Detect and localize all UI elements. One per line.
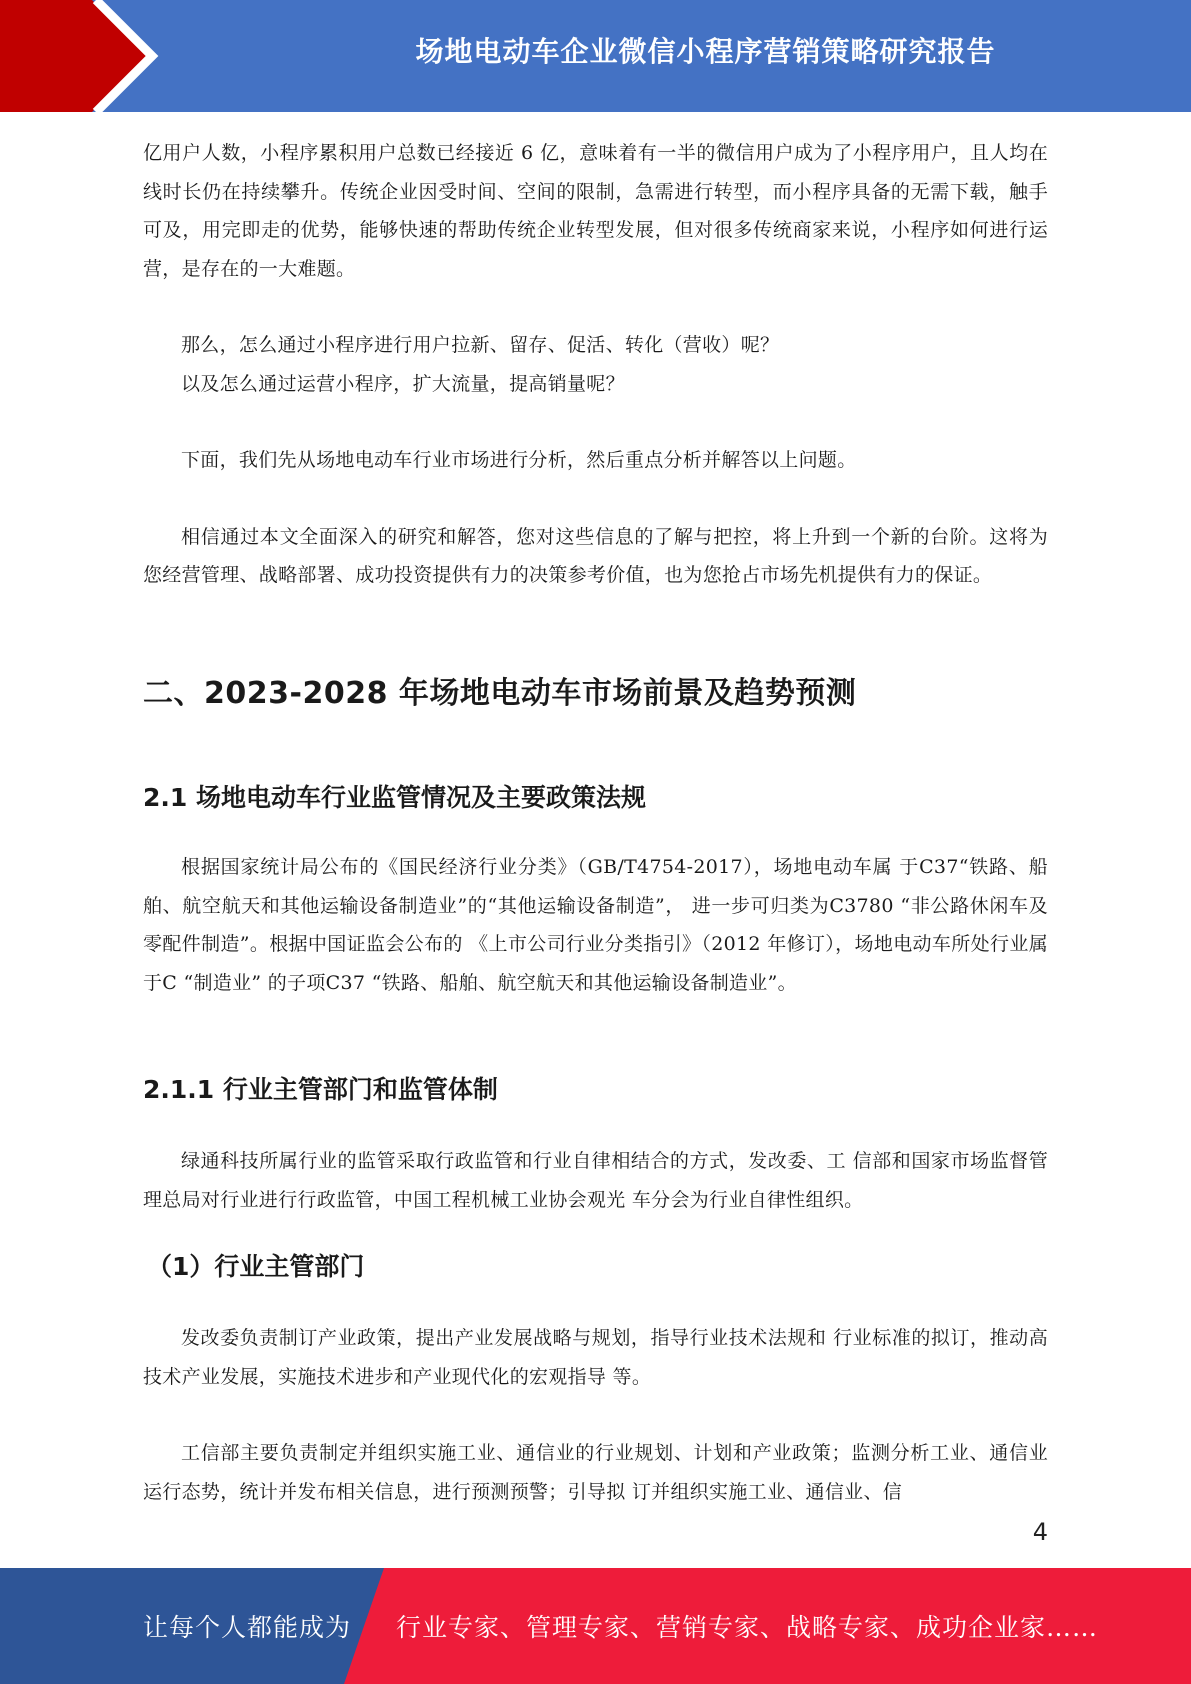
question-2: 以及怎么通过运营小程序，扩大流量，提高销量呢？ — [181, 372, 625, 395]
chevron-arrow-icon — [0, 0, 160, 112]
page-footer — [0, 1568, 1191, 1684]
ndrc-paragraph: 发改委负责制订产业政策，提出产业发展战略与规划，指导行业技术法规和 行业标准的拟订，推动高技术产业发展，实施技术进步和产业现代化的宏观指导 等。 — [143, 1327, 1048, 1388]
subsection-2-1-body — [143, 848, 1048, 1002]
intro-section — [143, 134, 1048, 595]
page-header — [0, 0, 1191, 112]
item-heading-1: （1）行业主管部门 — [147, 1252, 365, 1281]
subsection-2-1-1-body — [143, 1142, 1048, 1219]
section-heading: 二、2023-2028 年场地电动车市场前景及趋势预测 — [143, 676, 857, 711]
question-1: 那么，怎么通过小程序进行用户拉新、留存、促活、转化（营收）呢？ — [181, 334, 780, 356]
intro-paragraph: 亿用户人数，小程序累积用户总数已经接近 6 亿，意味着有一半的微信用户成为了小程序用户，且人均在线时长仍在持续攀升。传统企业因受时间、空间的限制，急需进行转型，而小程序具备的无需下载，触手可及，用完即走的优势，能够快速的帮助传统企业转型发展，但对很多传统商家来说，小程序如何进行运营，是存在的一大难题。 — [143, 142, 1048, 280]
miit-paragraph: 工信部主要负责制定并组织实施工业、通信业的行业规划、计划和产业政策；监测分析工业、通信业运行态势，统计并发布相关信息，进行预测预警；引导拟 订并组织实施工业、通信业、信 — [143, 1442, 1048, 1503]
footer-slogan-right: 行业专家、管理专家、营销专家、战略专家、成功企业家…… — [396, 1613, 1099, 1642]
value-paragraph: 相信通过本文全面深入的研究和解答，您对这些信息的了解与把控，将上升到一个新的台阶。这将为您经营管理、战略部署、成功投资提供有力的决策参考价值，也为您抢占市场先机提供有力的保证。 — [143, 525, 1048, 586]
subsection-heading-2-1: 2.1 场地电动车行业监管情况及主要政策法规 — [143, 783, 646, 812]
page-number: 4 — [1032, 1518, 1048, 1546]
subsection-heading-2-1-1: 2.1.1 行业主管部门和监管体制 — [143, 1075, 498, 1104]
supervision-paragraph: 绿通科技所属行业的监管采取行政监管和行业自律相结合的方式，发改委、工 信部和国家市场监督管理总局对行业进行行政监管，中国工程机械工业协会观光 车分会为行业自律性组织。 — [143, 1150, 1048, 1211]
analysis-intro-paragraph: 下面，我们先从场地电动车行业市场进行分析，然后重点分析并解答以上问题。 — [181, 449, 857, 471]
regulation-paragraph: 根据国家统计局公布的《国民经济行业分类》（GB/T4754-2017），场地电动车属 于C37“铁路、船舶、航空航天和其他运输设备制造业”的“其他运输设备制造”， 进一步可归类为C3780 “非公路休闲车及零配件制造”。根据中国证监会公布的 《上市公司行业分类指引》（2012 年修订），场地电动车所处行业属于C “制造业” 的子项C37 “铁路、船舶、航空航天和其他运输设备制造业”。 — [143, 856, 1048, 994]
footer-slogan-left: 让每个人都能成为 — [143, 1613, 352, 1642]
item-1-body — [143, 1319, 1048, 1511]
report-title: 场地电动车企业微信小程序营销策略研究报告 — [415, 35, 996, 68]
